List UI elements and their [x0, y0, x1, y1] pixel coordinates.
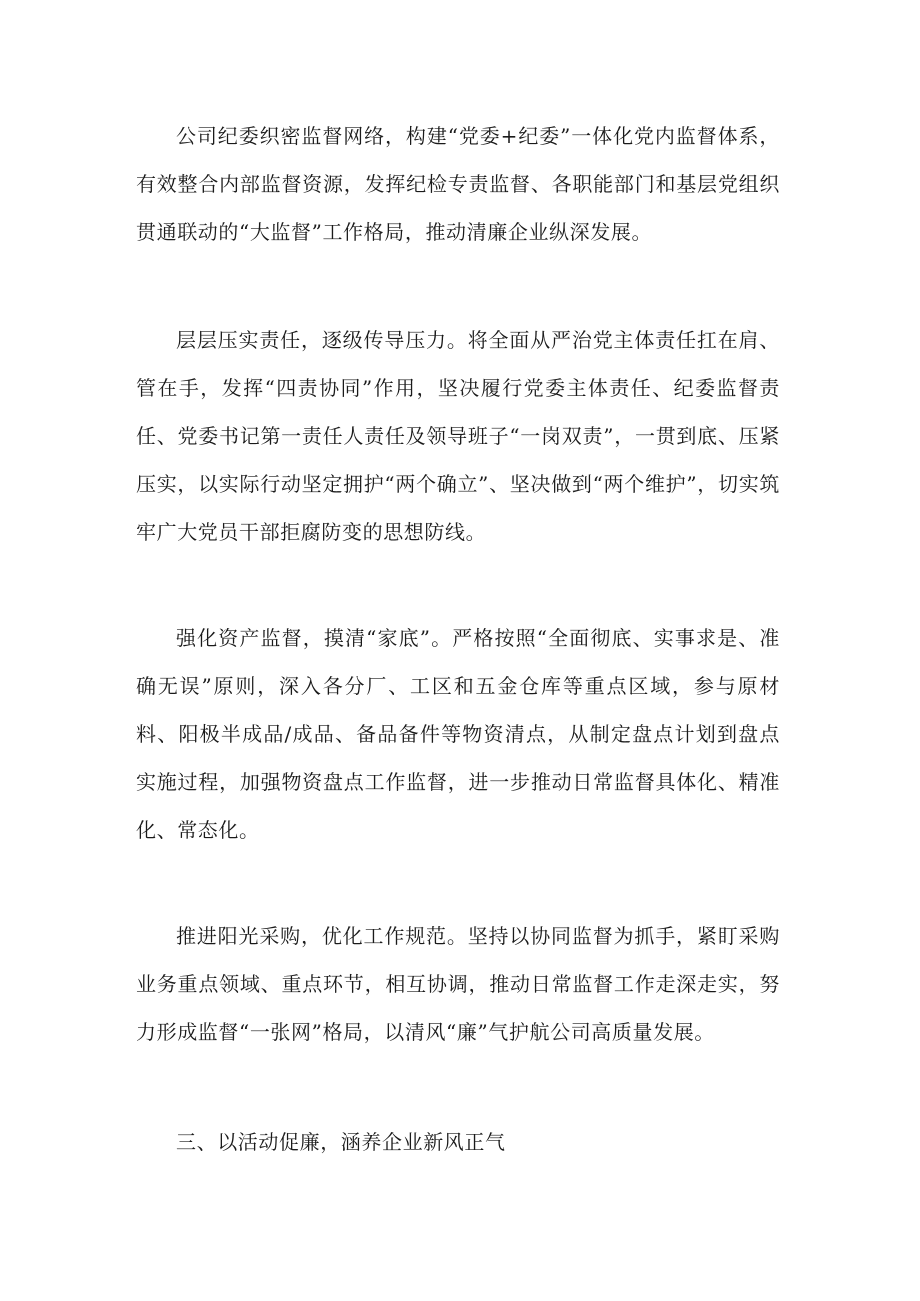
- paragraph-sunshine-procurement: 推进阳光采购，优化工作规范。坚持以协同监督为抓手，紧盯采购业务重点领域、重点环节，相互协调，推动日常监督工作走深走实，努力形成监督“一张网”格局，以清风“廉”气护航公司高质量发展。: [136, 924, 780, 1044]
- paragraph-responsibility: 层层压实责任，逐级传导压力。将全面从严治党主体责任扛在肩、管在手，发挥“四责协同”作用，坚决履行党委主体责任、纪委监督责任、党委书记第一责任人责任及领导班子“一岗双责”，一贯到底、压紧压实，以实际行动坚定拥护“两个确立”、坚决做到“两个维护”，切实筑牢广大党员干部拒腐防变的思想防线。: [136, 328, 780, 544]
- section-heading: 三、以活动促廉，涵养企业新风正气: [176, 1130, 506, 1154]
- paragraph-supervision-network: 公司纪委织密监督网络，构建“党委+纪委”一体化党内监督体系，有效整合内部监督资源，发挥纪检专责监督、各职能部门和基层党组织贯通联动的“大监督”工作格局，推动清廉企业纵深发展。: [136, 124, 780, 244]
- document-body: [136, 112, 780, 1166]
- paragraph-asset-supervision: 强化资产监督，摸清“家底”。严格按照“全面彻底、实事求是、准确无误”原则，深入各分厂、工区和五金仓库等重点区域，参与原材料、阳极半成品/成品、备品备件等物资清点，从制定盘点计划到盘点实施过程，加强物资盘点工作监督，进一步推动日常监督具体化、精准化、常态化。: [136, 626, 780, 842]
